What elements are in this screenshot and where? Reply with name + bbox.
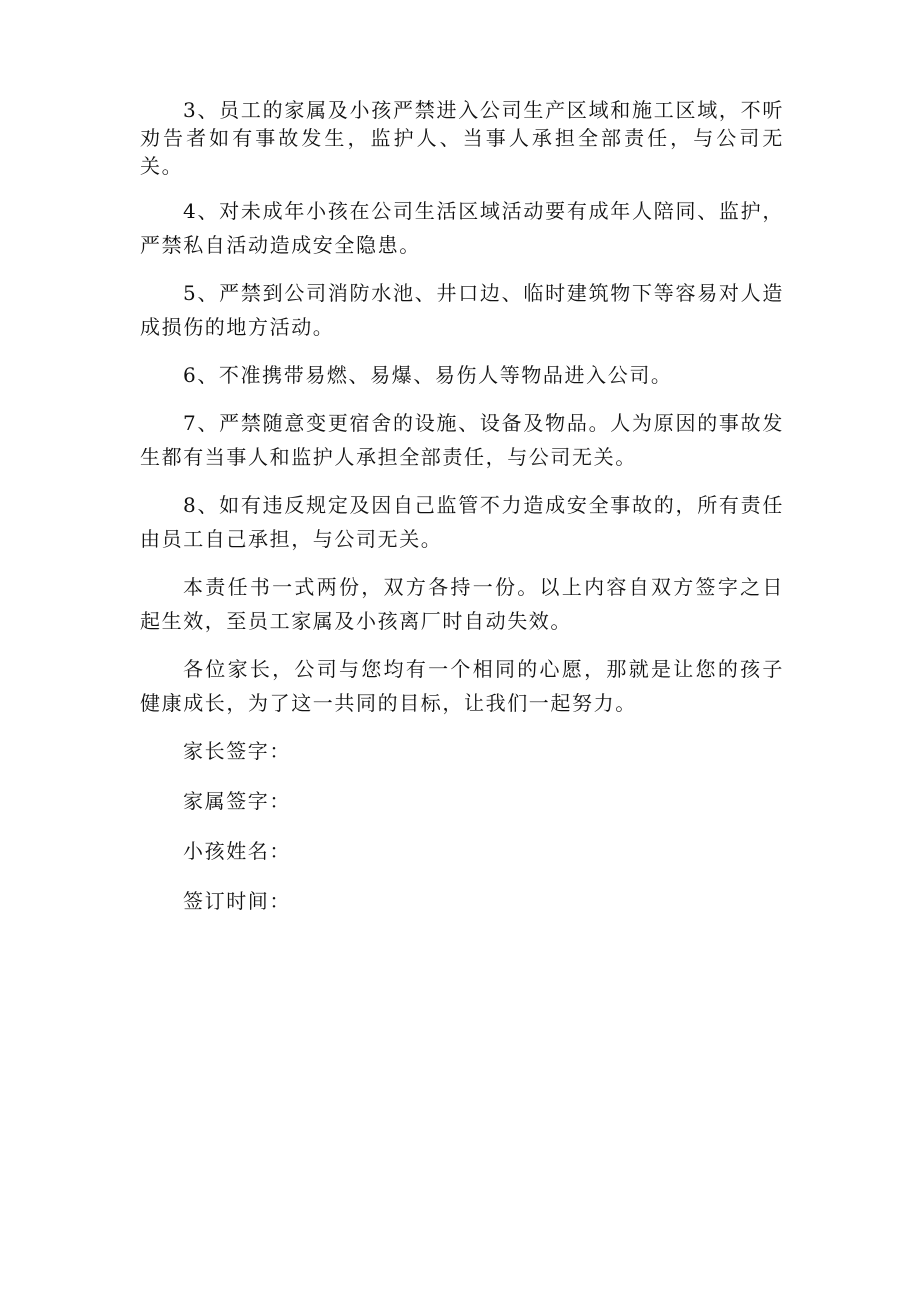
clause-4: 4、对未成年小孩在公司生活区域活动要有成年人陪同、监护，严禁私自活动造成安全隐患。	[140, 199, 784, 257]
closing-message: 各位家长，公司与您均有一个相同的心愿，那就是让您的孩子健康成长，为了这一共同的目标，让我们一起努力。	[140, 657, 784, 715]
clause-7: 7、严禁随意变更宿舍的设施、设备及物品。人为原因的事故发生都有当事人和监护人承担全部责任，与公司无关。	[140, 411, 784, 469]
family-signature-field: 家属签字：	[183, 789, 291, 813]
clause-5: 5、严禁到公司消防水池、井口边、临时建筑物下等容易对人造成损伤的地方活动。	[140, 281, 784, 339]
document-body	[140, 96, 784, 934]
child-name-field: 小孩姓名：	[183, 839, 291, 863]
parent-signature-field: 家长签字：	[183, 739, 291, 763]
signing-date-field: 签订时间：	[183, 889, 291, 913]
clause-3: 3、员工的家属及小孩严禁进入公司生产区域和施工区域，不听劝告者如有事故发生，监护人、当事人承担全部责任，与公司无关。	[140, 98, 784, 178]
clause-6: 6、不准携带易燃、易爆、易伤人等物品进入公司。	[183, 363, 673, 387]
clause-8: 8、如有违反规定及因自己监管不力造成安全事故的，所有责任由员工自己承担，与公司无关。	[140, 493, 784, 551]
validity-statement: 本责任书一式两份，双方各持一份。以上内容自双方签字之日起生效，至员工家属及小孩离厂时自动失效。	[140, 575, 784, 633]
